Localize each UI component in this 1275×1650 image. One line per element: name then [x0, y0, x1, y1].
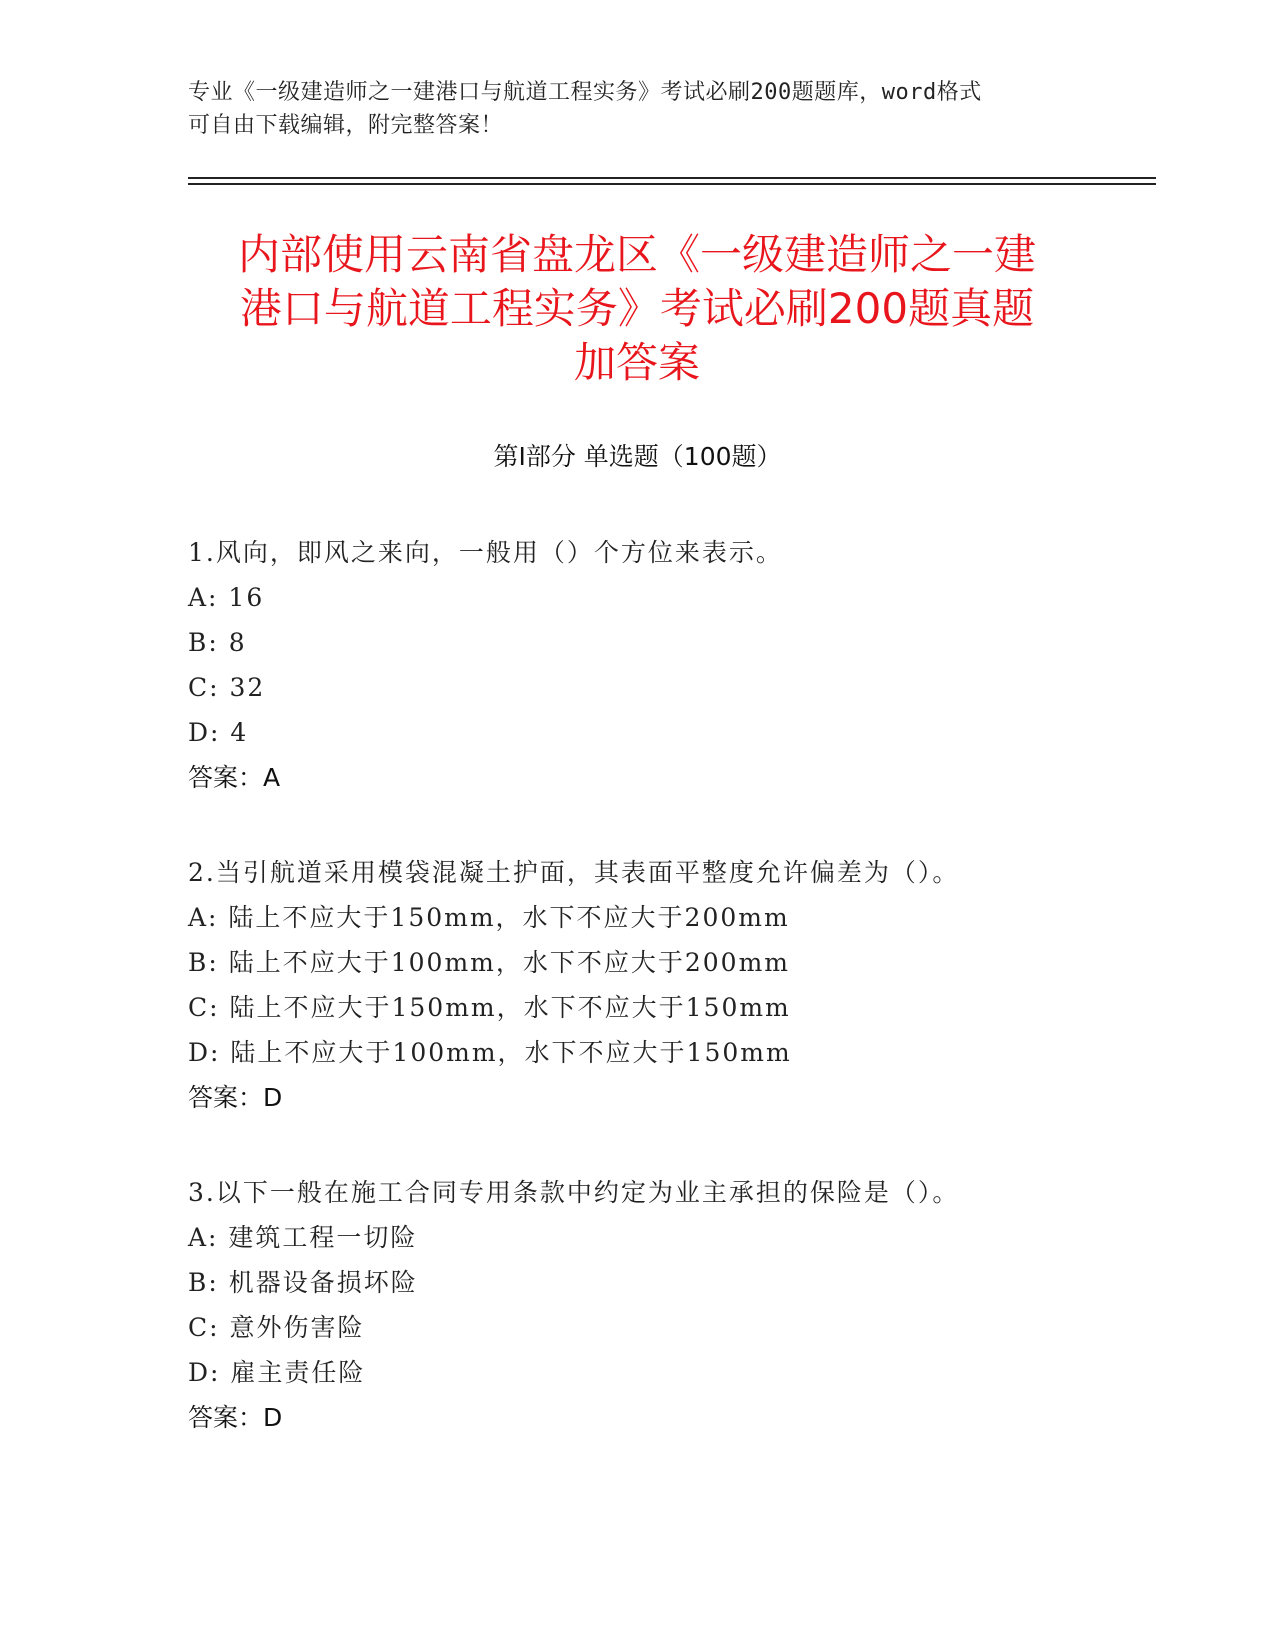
option-d: D: 4 — [188, 718, 249, 747]
option-d: D: 陆上不应大于100mm，水下不应大于150mm — [188, 1038, 792, 1067]
question-stem: 3.以下一般在施工合同专用条款中约定为业主承担的保险是（）。 — [188, 1178, 960, 1207]
question-1 — [188, 530, 1088, 800]
option-b: B: 8 — [188, 628, 247, 657]
option-d: D: 雇主责任险 — [188, 1358, 366, 1387]
document-title-line-1: 内部使用云南省盘龙区《一级建造师之一建 — [237, 230, 1036, 279]
document-title-line-3: 加答案 — [573, 338, 700, 387]
header-divider-top — [188, 177, 1156, 179]
header-divider-bottom — [188, 183, 1156, 185]
question-stem: 1.风向，即风之来向，一般用（）个方位来表示。 — [188, 538, 783, 567]
option-a: A: 建筑工程一切险 — [188, 1223, 418, 1252]
answer: 答案：D — [188, 1403, 283, 1432]
question-2 — [188, 850, 1088, 1120]
option-b: B: 机器设备损坏险 — [188, 1268, 418, 1297]
header-note — [188, 76, 1068, 142]
section-title: 第Ⅰ部分 单选题（100题） — [493, 442, 782, 471]
option-c: C: 32 — [188, 673, 266, 702]
option-a: A: 16 — [188, 583, 265, 612]
option-c: C: 意外伤害险 — [188, 1313, 365, 1342]
header-note-line-1: 专业《一级建造师之一建港口与航道工程实务》考试必刷200题题库，word格式 — [188, 80, 982, 105]
answer: 答案：A — [188, 763, 281, 792]
option-b: B: 陆上不应大于100mm，水下不应大于200mm — [188, 948, 791, 977]
document-title — [188, 228, 1086, 390]
answer: 答案：D — [188, 1083, 283, 1112]
question-3 — [188, 1170, 1088, 1440]
document-title-line-2: 港口与航道工程实务》考试必刷200题真题 — [239, 284, 1035, 333]
question-stem: 2.当引航道采用模袋混凝土护面，其表面平整度允许偏差为（）。 — [188, 858, 960, 887]
option-c: C: 陆上不应大于150mm，水下不应大于150mm — [188, 993, 791, 1022]
header-note-line-2: 可自由下载编辑，附完整答案！ — [188, 113, 504, 138]
option-a: A: 陆上不应大于150mm，水下不应大于200mm — [188, 903, 790, 932]
question-list — [188, 530, 1088, 1490]
